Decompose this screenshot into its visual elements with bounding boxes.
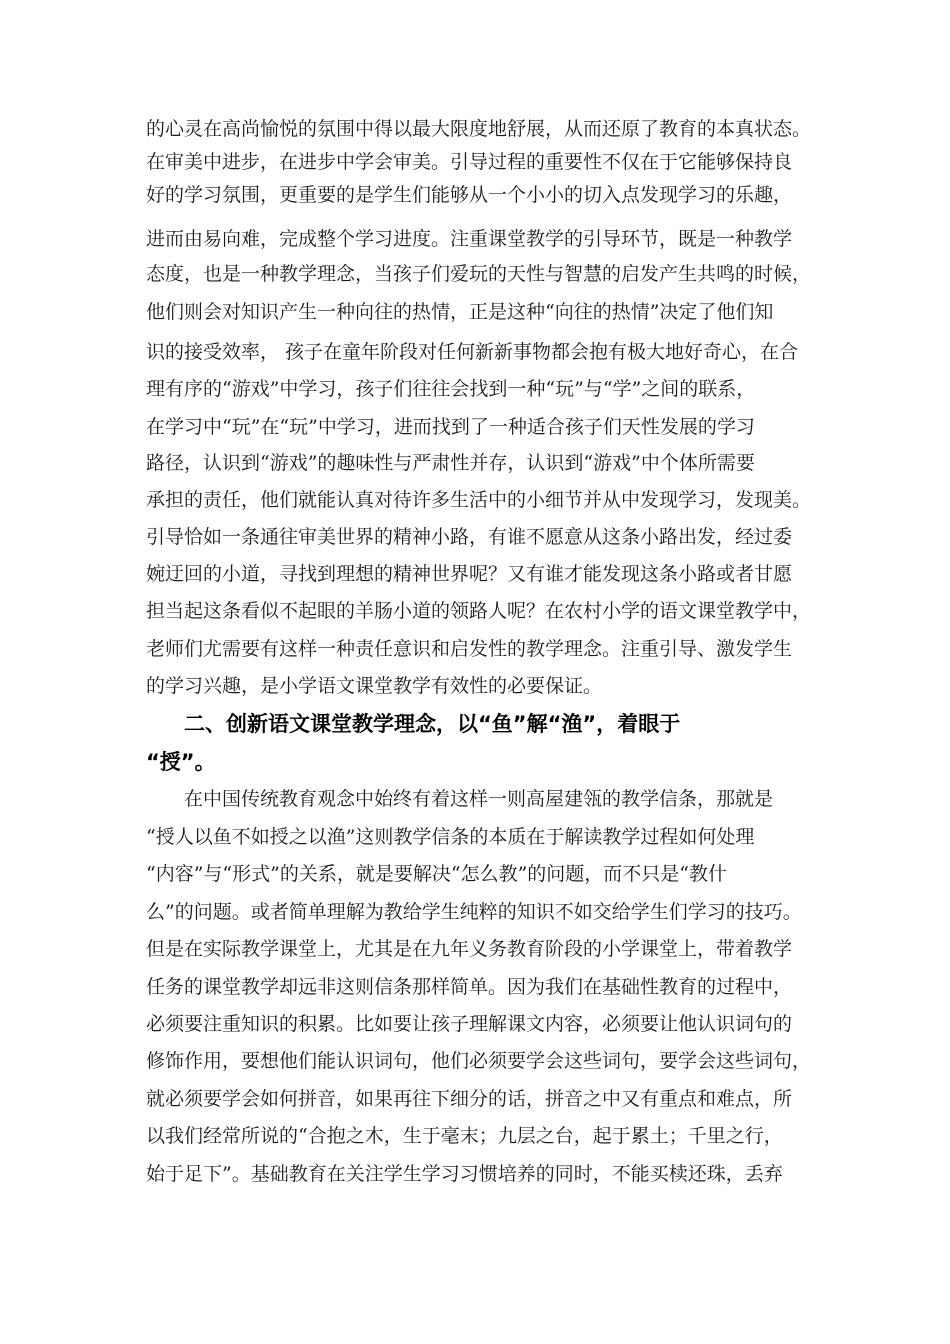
heading-line: “授”。 — [146, 750, 216, 774]
text-line: 识的接受效率， 孩子在童年阶段对任何新新事物都会抱有极大地好奇心，在合 — [146, 341, 799, 363]
text-line: 在中国传统教育观念中始终有着这样一则高屋建瓴的教学信条，那就是 — [184, 788, 774, 810]
text-line: 引导恰如一条通往审美世界的精神小路，有谁不愿意从这条小路出发，经过委 — [146, 526, 793, 548]
text-line: 就必须要学会如何拼音，如果再往下细分的话，拼音之中又有重点和难点，所 — [146, 1088, 793, 1110]
text-line: 么”的问题。或者简单理解为教给学生纯粹的知识不如交给学生们学习的技巧。 — [146, 901, 802, 923]
text-line: 承担的责任，他们就能认真对待许多生活中的小细节并从中发现学习，发现美。 — [146, 489, 812, 511]
text-line: 的心灵在高尚愉悦的氛围中得以最大限度地舒展，从而还原了教育的本真状态。 — [146, 118, 812, 140]
text-line: 担当起这条看似不起眼的羊肠小道的领路人呢？在农村小学的语文课堂教学中， — [146, 600, 812, 622]
text-line: “内容”与“形式”的关系，就是要解决“怎么教”的问题，而不只是“教什 — [146, 863, 727, 885]
text-line: 态度，也是一种教学理念，当孩子们爱玩的天性与智慧的启发产生共鸣的时候， — [146, 263, 812, 285]
text-line: 他们则会对知识产生一种向往的热情，正是这种“向往的热情”决定了他们知 — [146, 301, 774, 323]
text-line: 老师们尤需要有这样一种责任意识和启发性的教学理念。注重引导、激发学生 — [146, 638, 793, 660]
text-line: 进而由易向难，完成整个学习进度。注重课堂教学的引导环节，既是一种教学 — [146, 228, 793, 250]
text-line: 始于足下”。基础教育在关注学生学习习惯培养的同时，不能买椟还珠，丢弃 — [146, 1163, 783, 1185]
text-line: 但是在实际教学课堂上，尤其是在九年义务教育阶段的小学课堂上，带着教学 — [146, 938, 793, 960]
text-line: 任务的课堂教学却远非这则信条那样简单。因为我们在基础性教育的过程中， — [146, 976, 793, 998]
text-line: 婉迂回的小道，寻找到理想的精神世界呢？又有谁才能发现这条小路或者甘愿 — [146, 563, 793, 585]
text-line: 的学习兴趣，是小学语文课堂教学有效性的必要保证。 — [146, 675, 603, 697]
heading-line: 二、创新语文课堂教学理念，以“鱼”解“渔”，着眼于 — [184, 712, 681, 736]
text-line: 好的学习氛围，更重要的是学生们能够从一个小小的切入点发现学习的乐趣， — [146, 184, 793, 206]
text-line: “授人以鱼不如授之以渔”这则教学信条的本质在于解读教学过程如何处理 — [146, 826, 755, 848]
text-line: 路径，认识到“游戏”的趣味性与严肃性并存，认识到“游戏”中个体所需要 — [146, 452, 755, 474]
text-line: 必须要注重知识的积累。比如要让孩子理解课文内容，必须要让他认识词句的 — [146, 1013, 793, 1035]
text-line: 在学习中“玩”在“玩”中学习，进而找到了一种适合孩子们天性发展的学习 — [146, 416, 755, 438]
text-line: 理有序的“游戏”中学习，孩子们往往会找到一种“玩”与“学”之间的联系， — [146, 378, 756, 400]
text-line: 以我们经常所说的“合抱之木，生于毫末；九层之台，起于累土；千里之行， — [146, 1125, 783, 1147]
text-line: 在审美中进步，在进步中学会审美。引导过程的重要性不仅在于它能够保持良 — [146, 151, 793, 173]
text-line: 修饰作用，要想他们能认识词句，他们必须要学会这些词句，要学会这些词句， — [146, 1050, 812, 1072]
